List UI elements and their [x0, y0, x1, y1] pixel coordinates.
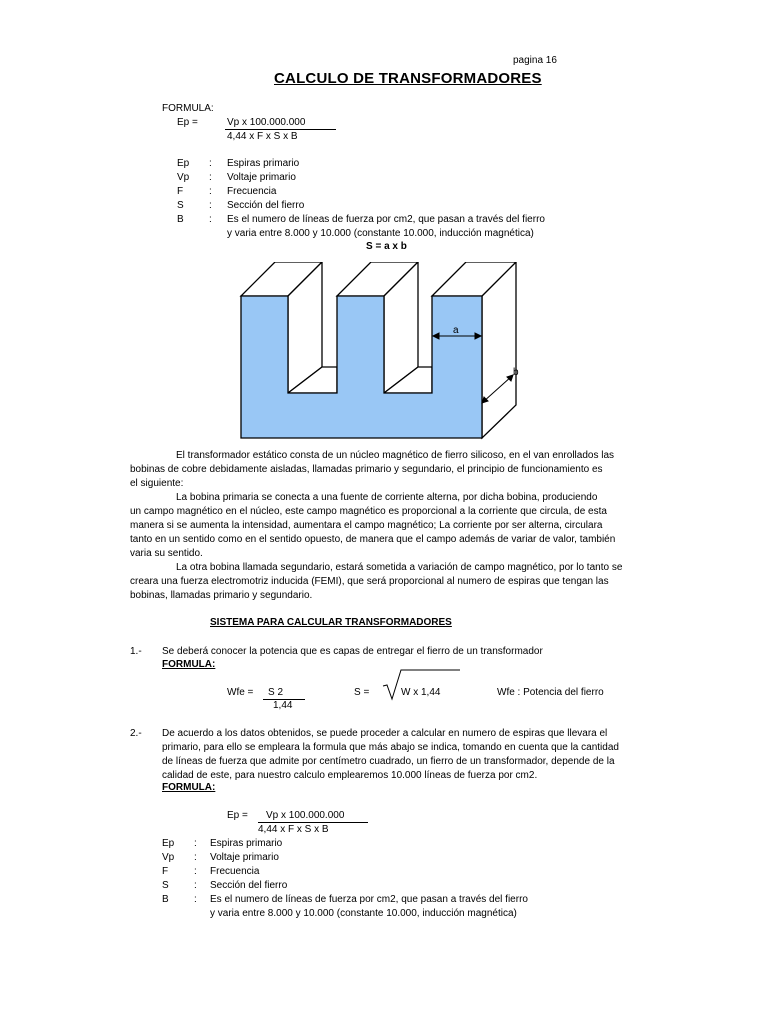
s-radicand: W x 1,44: [401, 687, 441, 698]
def-symbol: S: [162, 880, 169, 891]
s-formula: S = a x b: [366, 241, 407, 252]
paragraph-line: varia su sentido.: [130, 548, 203, 559]
paragraph-line: La otra bobina llamada segundario, estará sometida a variación de campo magnético, por lo tanto se: [176, 562, 623, 573]
page-title: CALCULO DE TRANSFORMADORES: [274, 70, 542, 87]
step-text: Se deberá conocer la potencia que es capas de entregar el fierro de un transformador: [162, 646, 543, 657]
def-colon: :: [209, 158, 212, 169]
def-colon: :: [194, 852, 197, 863]
paragraph-line: tanto en un sentido como en el sentido opuesto, de manera que el campo además de variar de valor, también: [130, 534, 616, 545]
def-colon: :: [194, 894, 197, 905]
label-b: b: [513, 367, 519, 378]
def-symbol: Ep: [162, 838, 175, 849]
def-desc: Voltaje primario: [210, 852, 279, 863]
def-colon: :: [194, 838, 197, 849]
formula-label: FORMULA:: [162, 782, 216, 793]
def-symbol: Vp: [177, 172, 190, 183]
def-symbol: F: [162, 866, 169, 877]
s-lhs: S =: [354, 687, 370, 698]
transformer-core-diagram: [230, 262, 530, 442]
formula-label: FORMULA:: [162, 659, 216, 670]
fraction-bar: [258, 822, 368, 823]
def-desc: Frecuencia: [210, 866, 260, 877]
step-number: 2.-: [130, 728, 142, 739]
section-title: SISTEMA PARA CALCULAR TRANSFORMADORES: [210, 617, 452, 628]
def-symbol: B: [162, 894, 169, 905]
label-a: a: [453, 325, 459, 336]
def-colon: :: [209, 172, 212, 183]
def-desc: Es el numero de líneas de fuerza por cm2, que pasan a través del fierro: [227, 214, 545, 225]
def-colon: :: [194, 866, 197, 877]
def-symbol: B: [177, 214, 184, 225]
def-desc: Espiras primario: [227, 158, 300, 169]
def-desc: Frecuencia: [227, 186, 277, 197]
formula-numerator: Vp x 100.000.000: [266, 810, 345, 821]
paragraph-line: bobinas, llamadas primario y segundario.: [130, 590, 313, 601]
paragraph-line: de líneas de fuerza que admite por centímetro cuadrado, un fierro de un transformador, depende de la: [162, 756, 615, 767]
def-symbol: F: [177, 186, 184, 197]
def-continuation: y varia entre 8.000 y 10.000 (constante 10.000, inducción magnética): [227, 228, 534, 239]
page-number: pagina 16: [513, 55, 557, 66]
wfe-lhs: Wfe =: [227, 687, 254, 698]
def-desc: Sección del fierro: [227, 200, 305, 211]
def-continuation: y varia entre 8.000 y 10.000 (constante 10.000, inducción magnética): [210, 908, 517, 919]
step-number: 1.-: [130, 646, 142, 657]
formula-lhs: Ep =: [227, 810, 248, 821]
formula-denominator: 4,44 x F x S x B: [258, 824, 329, 835]
def-desc: Sección del fierro: [210, 880, 288, 891]
formula-denominator: 4,44 x F x S x B: [227, 131, 298, 142]
paragraph-line: bobinas de cobre debidamente aisladas, llamadas primario y segundario, el principio de funcionamiento es: [130, 464, 603, 475]
wfe-note: Wfe : Potencia del fierro: [497, 687, 604, 698]
formula-numerator: Vp x 100.000.000: [227, 117, 306, 128]
def-colon: :: [209, 214, 212, 225]
paragraph-line: un campo magnético en el núcleo, este campo magnético es proporcional a la corriente que circula, de esta: [130, 506, 607, 517]
paragraph-line: primario, para ello se empleara la formula que más abajo se indica, tomando en cuenta que la cantidad: [162, 742, 619, 753]
wfe-numerator: S 2: [268, 687, 284, 698]
formula-label: FORMULA:: [162, 103, 214, 114]
wfe-denominator: 1,44: [273, 700, 293, 711]
def-symbol: Ep: [177, 158, 190, 169]
paragraph-line: La bobina primaria se conecta a una fuente de corriente alterna, por dicha bobina, produciendo: [176, 492, 598, 503]
paragraph-line: el siguiente:: [130, 478, 184, 489]
paragraph-line: creara una fuerza electromotriz inducida (FEMI), que será proporcional al numero de espiras que tengan las: [130, 576, 609, 587]
def-colon: :: [209, 200, 212, 211]
core-front-face: [241, 296, 482, 438]
def-desc: Espiras primario: [210, 838, 283, 849]
paragraph-line: manera si se aumenta la intensidad, aumentara el campo magnético; La corriente por ser alterna, circulara: [130, 520, 603, 531]
paragraph-line: El transformador estático consta de un núcleo magnético de fierro silicoso, en el van enrollados las: [176, 450, 615, 461]
def-desc: Es el numero de líneas de fuerza por cm2, que pasan a través del fierro: [210, 894, 528, 905]
def-symbol: S: [177, 200, 184, 211]
def-desc: Voltaje primario: [227, 172, 296, 183]
def-symbol: Vp: [162, 852, 175, 863]
fraction-bar: [225, 129, 336, 130]
formula-lhs: Ep =: [177, 117, 198, 128]
def-colon: :: [194, 880, 197, 891]
paragraph-line: calidad de este, para nuestro calculo emplearemos 10.000 líneas de fuerza por cm2.: [162, 770, 538, 781]
paragraph-line: De acuerdo a los datos obtenidos, se puede proceder a calcular en numero de espiras que llevara el: [162, 728, 608, 739]
def-colon: :: [209, 186, 212, 197]
